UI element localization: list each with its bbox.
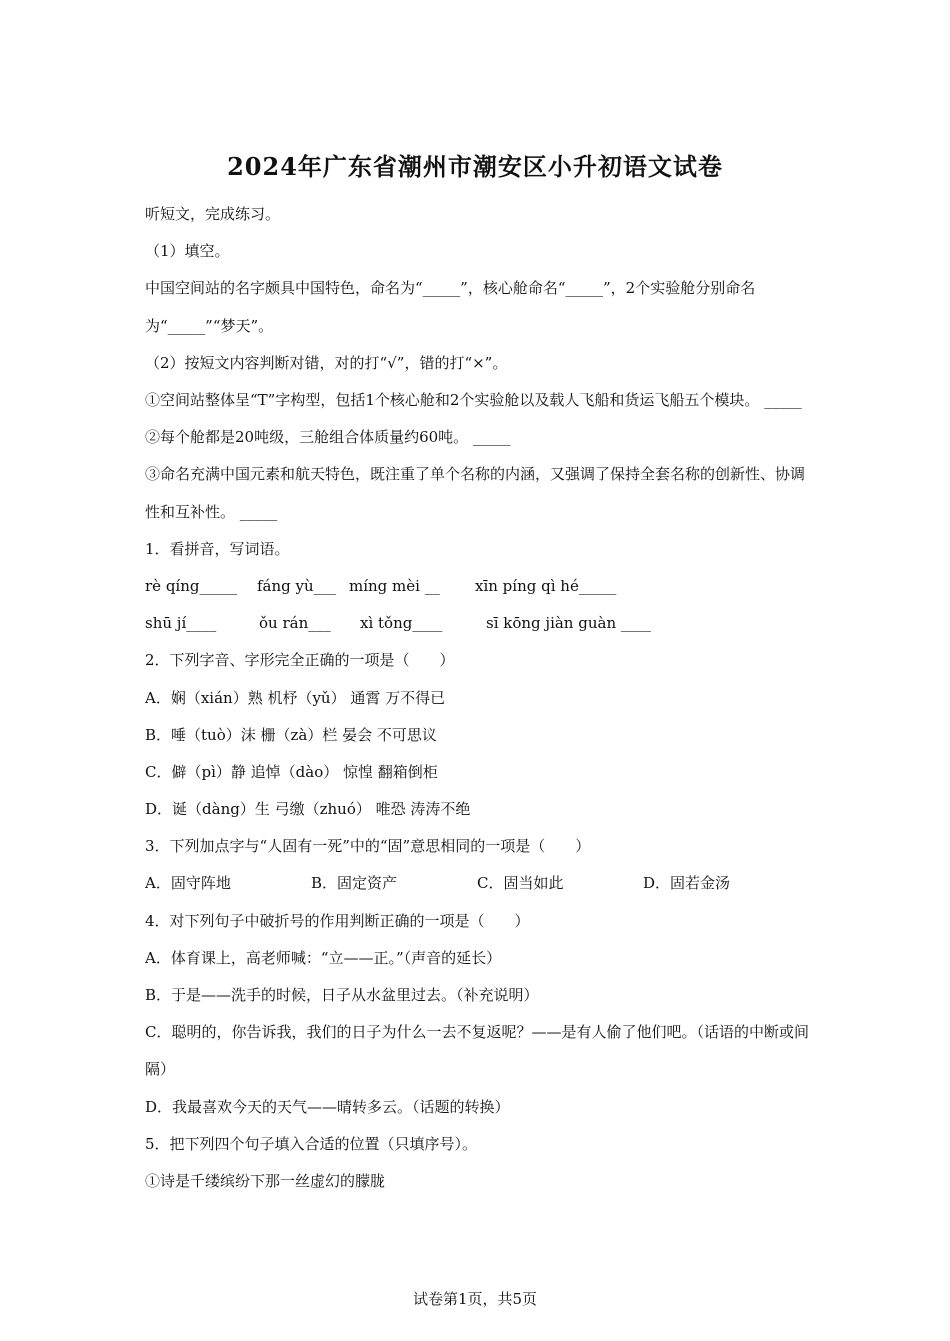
q4-option-c: C．聪明的，你告诉我，我们的日子为什么一去不复返呢？——是有人偷了他们吧。（话语的中断或间隔） [145,1023,809,1079]
pinyin-item: shū jí____ [145,614,217,633]
q2-option-a: A．娴（xián）熟 机杼（yǔ） 通霄 万不得已 [145,688,446,707]
q2-option-c: C．僻（pì）静 追悼（dào） 惊惶 翻箱倒柜 [145,762,438,781]
part1-label: （1）填空。 [145,242,230,261]
q1-stem: 1．看拼音，写词语。 [145,539,290,558]
judge-item-1: ①空间站整体呈“T”字构型，包括1个核心舱和2个实验舱以及载人飞船和货运飞船五个模块。 _____ [145,390,802,409]
q3-stem: 3．下列加点字与“人固有一死”中的“固”意思相同的一项是（ ） [145,837,591,856]
page-footer: 试卷第1页，共5页 [412,1290,538,1308]
q2-option-b: B．唾（tuò）沫 栅（zà）栏 晏会 不可思议 [145,725,437,744]
pinyin-item: xì tǒng____ [360,614,443,633]
q2-stem: 2．下列字音、字形完全正确的一项是（ ） [145,651,455,670]
exam-content [145,196,810,1200]
q3-option-c: C．固当如此 [477,874,564,893]
q2-option-d: D．诞（dàng）生 弓缴（zhuó） 唯恐 涛涛不绝 [145,800,471,819]
pinyin-item: ǒu rán___ [259,614,331,633]
q4-option-b: B．于是——洗手的时候，日子从水盆里过去。（补充说明） [145,986,539,1005]
q4-stem: 4．对下列句子中破折号的作用判断正确的一项是（ ） [145,911,530,930]
q5-item-1: ①诗是千缕缤纷下那一丝虚幻的朦胧 [145,1171,386,1190]
part1-paragraph: 中国空间站的名字颇具中国特色，命名为“_____”，核心舱命名“_____”，2个实验舱分别命名为“_____”“梦天”。 [145,279,756,335]
q3-option-d: D．固若金汤 [643,874,731,893]
pinyin-item: fáng yù___ [257,576,337,595]
q4-option-a: A．体育课上，高老师喊：“立——正。”（声音的延长） [145,948,502,967]
pinyin-row-1 [145,568,810,605]
pinyin-item: sī kōng jiàn guàn ____ [486,614,651,633]
q3-option-a: A．固守阵地 [145,874,231,893]
pinyin-row-2 [145,605,810,642]
pinyin-item: rè qíng_____ [145,576,237,595]
q4-option-d: D．我最喜欢今天的天气——晴转多云。（话题的转换） [145,1097,510,1116]
pinyin-item: míng mèi __ [349,576,440,595]
page-title: 2024年广东省潮州市潮安区小升初语文试卷 [227,152,723,181]
listening-intro: 听短文，完成练习。 [145,205,281,223]
judge-item-2: ②每个舱都是20吨级，三舱组合体质量约60吨。 _____ [145,428,511,447]
pinyin-item: xīn píng qì hé_____ [475,576,617,595]
q3-options [145,865,810,902]
q3-option-b: B．固定资产 [311,874,398,893]
judge-item-3: ③命名充满中国元素和航天特色，既注重了单个名称的内涵，又强调了保持全套名称的创新性、协调性和互补性。 _____ [145,465,806,521]
q5-stem: 5．把下列四个句子填入合适的位置（只填序号）。 [145,1134,478,1153]
part2-label: （2）按短文内容判断对错，对的打“√”，错的打“×”。 [145,353,508,372]
